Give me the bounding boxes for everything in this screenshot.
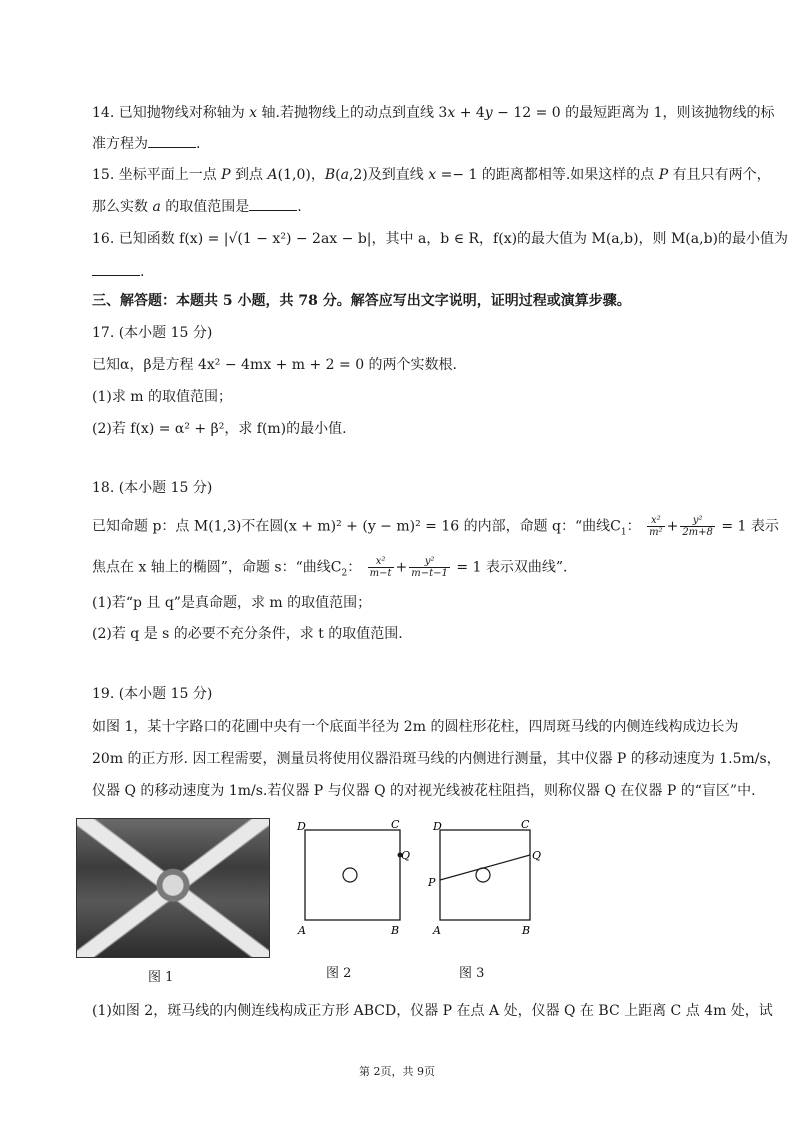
label-d: D [433, 820, 442, 833]
q14-line2: 准方程为 . [92, 133, 200, 154]
page-footer: 第 2页，共 9页 [359, 1065, 435, 1078]
label-q: Q [401, 849, 411, 862]
q18-stem-line1: 已知命题 p：点 M(1,3)不在圆(x + m)² + (y − m)² = 16 的内部，命题 q：“曲线$C_1$： $\frac{\text{x²}}{\text{m²}}$ + $\frac{\text{y²}}{2m+8}$ = 1 表示 [92, 515, 779, 538]
fraction: $\frac{\text{y²}}{m-t-1}$ [411, 556, 448, 579]
label-c: C [521, 818, 530, 831]
label-b: B [391, 924, 400, 937]
label-p: P [428, 876, 436, 889]
square-abcd [440, 830, 530, 920]
flower-pillar [343, 868, 357, 882]
intersection-photo [76, 818, 270, 958]
label-a: A [298, 924, 306, 937]
q17-part1: (1)求 m 的取值范围； [92, 389, 233, 405]
section-3-heading: 三、解答题：本题共 5 小题，共 78 分。解答应写出文字说明，证明过程或演算步骤。 [92, 293, 631, 309]
figure2-diagram [290, 818, 420, 948]
q17-heading: 17. (本小题 15 分) [92, 325, 213, 341]
q18-part2: (2)若 q 是 s 的必要不充分条件，求 t 的取值范围. [92, 626, 403, 642]
q16-line2: . [92, 261, 144, 282]
answer-blank [148, 133, 196, 148]
answer-blank [249, 196, 297, 211]
square-abcd [305, 830, 400, 920]
q15-line1: 15. 坐标平面上一点 P 到点 A(1,0)，B(a,2)及到直线 x =− 1 的距离都相等.如果这样的点 P 有且只有两个， [92, 167, 771, 183]
q19-part1: (1)如图 2，斑马线的内侧连线构成正方形 ABCD，仪器 P 在点 A 处，仪器 Q 在 BC 上距离 C 点 4m 处，试 [92, 1003, 773, 1019]
q14-line1: 14. 已知抛物线对称轴为 x 轴.若抛物线上的动点到直线 3x + 4y − 12 = 0 的最短距离为 1，则该抛物线的标 [92, 105, 775, 121]
fraction: $\frac{\text{y²}}{2m+8}$ [682, 515, 713, 538]
label-b: B [522, 924, 531, 937]
q16-line1: 16. 已知函数 f(x) = |√(1 − x²) − 2ax − b|，其中 a，b ∈ R，f(x)的最大值为 M(a,b)，则 M(a,b)的最小值为 [92, 231, 788, 247]
q17-stem: 已知α，β是方程 4x² − 4mx + m + 2 = 0 的两个实数根. [92, 357, 458, 373]
figure3-caption: 图 3 [459, 966, 485, 981]
q18-part1: (1)若“p 且 q”是真命题，求 m 的取值范围； [92, 595, 372, 611]
q17-part2: (2)若 f(x) = α² + β²，求 f(m)的最小值. [92, 421, 347, 437]
fraction: $\frac{\text{x²}}{\text{m²}}$ [649, 515, 663, 538]
flower-pillar [476, 868, 490, 882]
answer-blank [92, 261, 140, 276]
label-a: A [433, 924, 441, 937]
q18-heading: 18. (本小题 15 分) [92, 480, 213, 496]
sight-line-pq [440, 855, 530, 880]
q15-line2: 那么实数 a 的取值范围是 . [92, 196, 302, 217]
fraction: $\frac{\text{x²}}{m-t}$ [369, 556, 392, 579]
q19-line2: 20m 的正方形. 因工程需要，测量员将使用仪器沿斑马线的内侧进行测量，其中仪器 P 的移动速度为 1.5m/s， [92, 751, 781, 767]
figure2-caption: 图 2 [326, 966, 352, 981]
figure1-caption: 图 1 [148, 970, 174, 985]
label-c: C [391, 818, 400, 831]
q19-heading: 19. (本小题 15 分) [92, 686, 213, 702]
label-d: D [297, 820, 306, 833]
figure3-diagram [428, 818, 558, 948]
q18-stem-line2: 焦点在 x 轴上的椭圆”，命题 s：“曲线$C_2$： $\frac{\text{x²}}{m-t}$ + $\frac{\text{y²}}{m-t-1}$ = 1 表示双曲线”. [92, 556, 568, 579]
q19-line1: 如图 1，某十字路口的花圃中央有一个底面半径为 2m 的圆柱形花柱，四周斑马线的内侧连线构成边长为 [92, 719, 739, 735]
label-q: Q [532, 849, 542, 862]
q19-line3: 仪器 Q 的移动速度为 1m/s.若仪器 P 与仪器 Q 的对视光线被花柱阻挡，则称仪器 Q 在仪器 P 的“盲区”中. [92, 783, 756, 799]
